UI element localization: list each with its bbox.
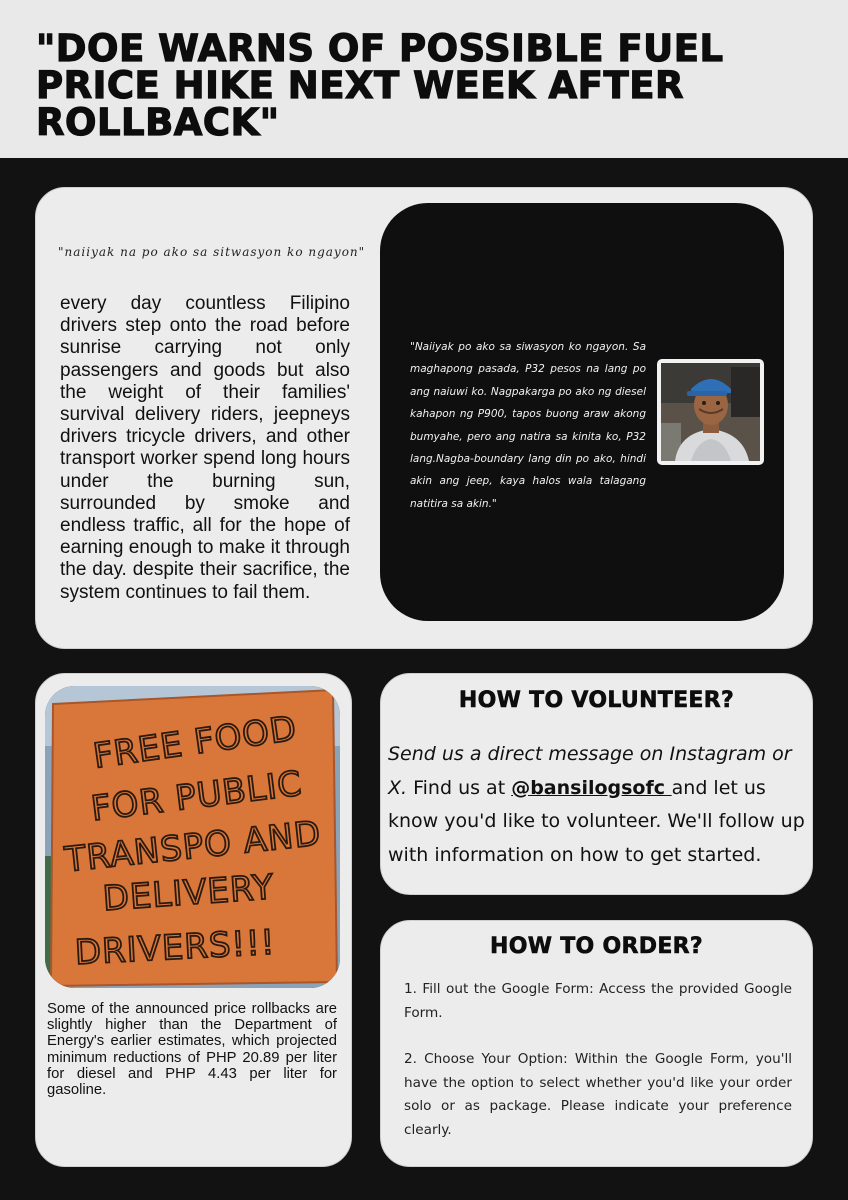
sign-line-4: DELIVERY (101, 867, 276, 920)
sign-line-3: TRANSPO AND (63, 813, 324, 881)
sign-line-5: DRIVERS!!! (73, 922, 277, 974)
order-step-1: 1. Fill out the Google Form: Access the provided Google Form. (404, 981, 792, 1021)
sign-image (45, 686, 340, 988)
free-food-sign-photo (45, 686, 340, 988)
volunteer-title: HOW TO VOLUNTEER? (458, 688, 735, 713)
driver-quote: "Naiiyak po ako sa siwasyon ko ngayon. Sa maghapong pasada, P32 pesos na lang po ang naiuwi ko. Nagpakarga po ako ng diesel kahapon ng P900, tapos buong araw akong bumyahe, pero ang natira sa kinita ko, P32 lang.Nagba-boundary lang din po ako, hindi akin ang jeep, kaya halos wala talagang natitira sa akin." (410, 341, 646, 510)
sign-line-2: FOR PUBLIC (88, 763, 305, 830)
volunteer-text-rest: and let us know you'd like to volunteer. We'll follow up with information on how to get started. (388, 776, 805, 866)
rollback-caption: Some of the announced price rollbacks are slightly higher than the Department of Energy's earlier estimates, which projected minimum reductions of PHP 20.89 per liter for diesel and PHP 4.43 per liter for gasoline. (47, 1001, 337, 1099)
driver-portrait-image (661, 363, 760, 461)
order-step-2: 2. Choose Your Option: Within the Google Form, you'll have the option to select whether you'd like your order solo or as package. Please indicate your preference clearly. (404, 1051, 792, 1138)
driver-photo (657, 359, 764, 465)
instagram-handle-link[interactable]: @bansilogsofc (511, 776, 672, 799)
header-band (0, 0, 848, 158)
headline: "DOE WARNS OF POSSIBLE FUEL PRICE HIKE NEXT WEEK AFTER ROLLBACK" (36, 27, 724, 144)
volunteer-text (388, 738, 808, 872)
short-quote: "naiiyak na po ako sa sitwasyon ko ngayon" (58, 245, 366, 259)
order-steps (404, 978, 792, 1165)
volunteer-text-italic: Send us a direct message on Instagram or X. (388, 743, 792, 799)
volunteer-text-find: Find us at (407, 776, 512, 799)
story-body: every day countless Filipino drivers step onto the road before sunrise carrying not only passengers and goods but also the weight of their families' survival delivery riders, jeepneys drivers tricycle drivers, and other transport worker spend long hours under the burning sun, surrounded by smoke and endless traffic, all for the hope of earning enough to make it through the day. despite their sacrifice, the system continues to fail them. (60, 293, 350, 603)
order-title: HOW TO ORDER? (490, 934, 703, 959)
sign-line-1: FREE FOOD (90, 708, 300, 777)
